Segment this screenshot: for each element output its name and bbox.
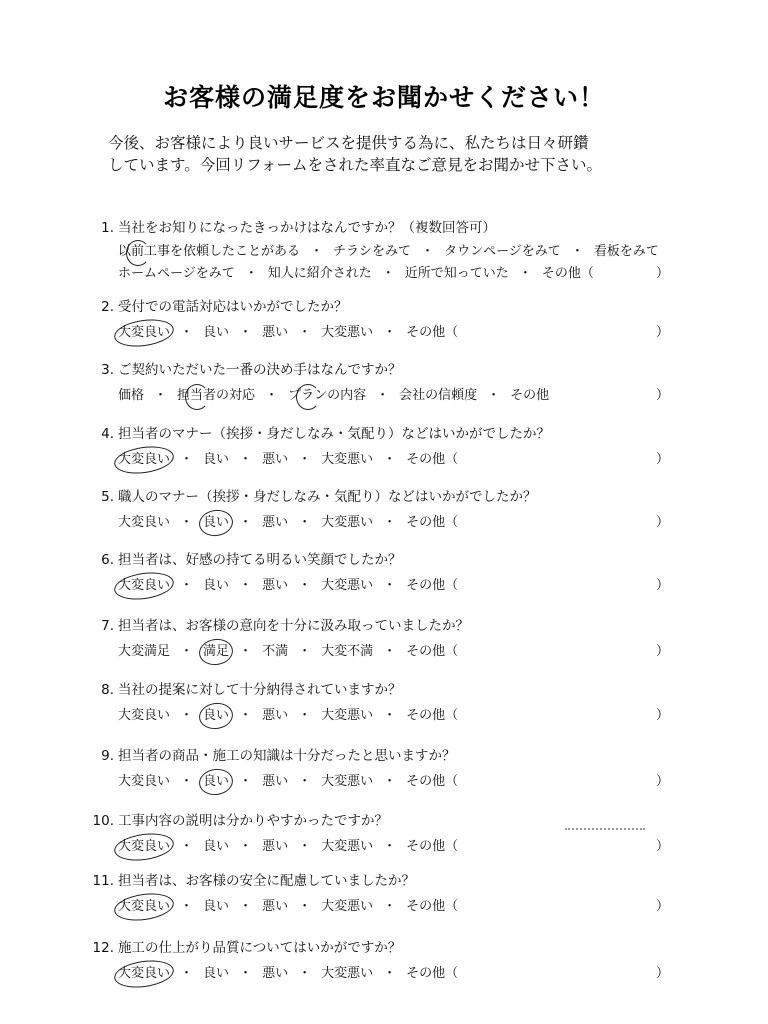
option-bad[interactable]: 悪い (262, 325, 289, 340)
separator: ・ (239, 774, 253, 789)
question-label: 職人のマナー（挨拶・身だしなみ・気配り）などはいかがでしたか？ (118, 489, 537, 505)
question-label: 当社をお知りになったきっかけはなんですか？（複数回答可） (118, 220, 496, 236)
option-good[interactable]: 良い (203, 325, 230, 340)
question-12-text (88, 938, 688, 958)
option-bad[interactable]: 悪い (262, 899, 289, 914)
close-paren: ） (656, 966, 670, 981)
question-2-options (118, 323, 688, 343)
option-very-bad[interactable]: 大変悪い (321, 578, 374, 593)
question-number: 11. (92, 873, 114, 889)
option-bad[interactable]: 悪い (262, 774, 289, 789)
option-very-bad[interactable]: 大変悪い (321, 966, 374, 981)
option-very-good[interactable]: 大変良い (118, 897, 170, 917)
separator: ・ (180, 899, 194, 914)
question-number: 10. (92, 813, 114, 829)
separator: ・ (298, 578, 312, 593)
question-label: ご契約いただいた一番の決め手はなんですか？ (118, 362, 402, 378)
question-7-text (88, 616, 688, 636)
separator: ・ (383, 325, 397, 340)
question-6-text (88, 550, 688, 570)
option-bad[interactable]: 悪い (262, 708, 289, 723)
question-label: 受付での電話対応はいかがでしたか？ (118, 299, 348, 315)
separator: ・ (180, 839, 194, 854)
question-5-options (118, 513, 688, 533)
question-9 (88, 746, 688, 792)
question-12 (88, 938, 688, 984)
separator: ・ (383, 708, 397, 723)
question-2 (88, 297, 688, 343)
question-1-options-line-1 (118, 242, 688, 262)
separator: ・ (265, 388, 279, 403)
separator: ・ (180, 325, 194, 340)
separator: ・ (239, 966, 253, 981)
question-12-options (118, 964, 688, 984)
option-very-unsatisfied[interactable]: 大変不満 (321, 644, 374, 659)
intro-line-2: しています。今回リフォームをされた率直なご意見をお聞かせ下さい。 (108, 156, 602, 174)
option-bad[interactable]: 悪い (262, 452, 289, 467)
separator: ・ (180, 644, 194, 659)
option-flyer[interactable]: チラシをみて (333, 244, 412, 259)
separator: ・ (310, 244, 324, 259)
separator: ・ (180, 708, 194, 723)
option-good[interactable]: 良い (203, 706, 229, 726)
close-paren: ） (656, 266, 670, 281)
close-paren: ） (656, 325, 670, 340)
separator: ・ (239, 839, 253, 854)
close-paren: ） (656, 452, 670, 467)
option-other[interactable]: その他（ (406, 966, 459, 981)
option-neighborhood[interactable]: 近所で知っていた (404, 266, 509, 281)
page-title: お客様の満足度をお聞かせください！ (162, 83, 605, 112)
separator: ・ (239, 644, 253, 659)
option-good[interactable]: 良い (203, 578, 230, 593)
question-label: 工事内容の説明は分かりやすかったですか？ (118, 813, 388, 829)
separator: ・ (180, 515, 194, 530)
option-other[interactable]: その他（ (406, 578, 459, 593)
option-other[interactable]: その他（ (406, 644, 459, 659)
separator: ・ (239, 708, 253, 723)
option-very-good[interactable]: 大変良い (118, 515, 171, 530)
question-9-options (118, 772, 688, 792)
separator: ・ (298, 325, 312, 340)
option-very-good[interactable]: 大変良い (118, 450, 170, 470)
option-very-bad[interactable]: 大変悪い (321, 452, 374, 467)
question-4 (88, 424, 688, 470)
separator: ・ (298, 708, 312, 723)
option-good[interactable]: 良い (203, 839, 230, 854)
option-very-bad[interactable]: 大変悪い (321, 774, 374, 789)
separator: ・ (383, 452, 397, 467)
close-paren: ） (656, 644, 670, 659)
separator: ・ (180, 774, 194, 789)
option-price[interactable]: 価格 (118, 388, 145, 403)
question-7 (88, 616, 688, 662)
close-paren: ） (656, 515, 670, 530)
question-1 (88, 218, 688, 284)
close-paren: ） (656, 899, 670, 914)
option-other[interactable]: その他（ (406, 839, 459, 854)
separator: ・ (244, 266, 258, 281)
question-8 (88, 680, 688, 726)
question-6-options (118, 576, 688, 596)
option-very-satisfied[interactable]: 大変満足 (118, 644, 171, 659)
question-number: 3. (101, 362, 114, 378)
separator: ・ (383, 515, 397, 530)
option-good[interactable]: 良い (203, 772, 229, 792)
option-bad[interactable]: 悪い (262, 578, 289, 593)
separator: ・ (383, 644, 397, 659)
option-other[interactable]: その他（ (406, 899, 459, 914)
question-4-options (118, 450, 688, 470)
separator: ・ (239, 578, 253, 593)
option-very-bad[interactable]: 大変悪い (321, 708, 374, 723)
question-label: 当社の提案に対して十分納得されていますか？ (118, 682, 402, 698)
question-3-options (118, 386, 688, 406)
separator: ・ (383, 839, 397, 854)
question-number: 6. (101, 552, 114, 568)
option-very-bad[interactable]: 大変悪い (321, 325, 374, 340)
option-very-good[interactable]: 大変良い (118, 708, 171, 723)
option-staff-response[interactable]: 担当者の対応 (177, 386, 255, 406)
separator: ・ (239, 452, 253, 467)
separator: ・ (383, 774, 397, 789)
separator: ・ (421, 244, 435, 259)
separator: ・ (180, 578, 194, 593)
close-paren: ） (656, 774, 670, 789)
question-number: 5. (101, 489, 114, 505)
question-number: 12. (92, 940, 114, 956)
option-very-good[interactable]: 大変良い (118, 323, 170, 343)
option-other[interactable]: その他（ (406, 515, 459, 530)
separator: ・ (298, 899, 312, 914)
scan-artifact (565, 828, 645, 832)
question-number: 4. (101, 426, 114, 442)
separator: ・ (154, 388, 168, 403)
question-label: 担当者は、お客様の意向を十分に汲み取っていましたか？ (118, 618, 469, 634)
option-good[interactable]: 良い (203, 513, 229, 533)
separator: ・ (298, 774, 312, 789)
option-very-good[interactable]: 大変良い (118, 964, 170, 984)
option-bad[interactable]: 悪い (262, 839, 289, 854)
option-previous-work[interactable]: 以前工事を依頼したことがある (118, 242, 300, 262)
separator: ・ (298, 839, 312, 854)
separator: ・ (180, 966, 194, 981)
option-other[interactable]: その他（ (406, 708, 459, 723)
question-label: 施工の仕上がり品質についてはいかがですか？ (118, 940, 402, 956)
option-plan-content[interactable]: プランの内容 (288, 386, 366, 406)
option-bad[interactable]: 悪い (262, 515, 289, 530)
option-good[interactable]: 良い (203, 452, 230, 467)
intro-line-1: 今後、お客様により良いサービスを提供する為に、私たちは日々研鑽 (108, 134, 589, 152)
separator: ・ (298, 452, 312, 467)
question-3-text (88, 360, 688, 380)
separator: ・ (180, 452, 194, 467)
question-1-text (88, 218, 688, 238)
question-11-text (88, 871, 688, 891)
option-very-good[interactable]: 大変良い (118, 774, 171, 789)
option-referral[interactable]: 知人に紹介された (267, 266, 372, 281)
question-3 (88, 360, 688, 406)
option-good[interactable]: 良い (203, 899, 230, 914)
option-company-trust[interactable]: 会社の信頼度 (399, 388, 478, 403)
option-bad[interactable]: 悪い (262, 966, 289, 981)
question-number: 9. (101, 748, 114, 764)
option-very-bad[interactable]: 大変悪い (321, 899, 374, 914)
separator: ・ (383, 899, 397, 914)
option-townpage[interactable]: タウンページをみて (444, 244, 561, 259)
question-label: 担当者は、お客様の安全に配慮していましたか？ (118, 873, 415, 889)
option-very-bad[interactable]: 大変悪い (321, 839, 374, 854)
option-good[interactable]: 良い (203, 966, 230, 981)
question-11-options (118, 897, 688, 917)
close-paren: ） (656, 839, 670, 854)
question-2-text (88, 297, 688, 317)
question-6 (88, 550, 688, 596)
option-other[interactable]: その他 (510, 388, 550, 403)
separator: ・ (239, 325, 253, 340)
separator: ・ (298, 515, 312, 530)
option-very-bad[interactable]: 大変悪い (321, 515, 374, 530)
question-1-options-line-2 (118, 264, 688, 284)
separator: ・ (239, 899, 253, 914)
question-7-options (118, 642, 688, 662)
question-11 (88, 871, 688, 917)
option-very-good[interactable]: 大変良い (118, 576, 170, 596)
question-number: 2. (101, 299, 114, 315)
question-5 (88, 487, 688, 533)
separator: ・ (518, 266, 532, 281)
option-other[interactable]: その他（ (406, 325, 459, 340)
separator: ・ (487, 388, 501, 403)
question-10-options (118, 837, 688, 857)
separator: ・ (381, 266, 395, 281)
separator: ・ (383, 578, 397, 593)
separator: ・ (376, 388, 390, 403)
separator: ・ (298, 966, 312, 981)
close-paren: ） (656, 388, 670, 403)
separator: ・ (298, 644, 312, 659)
separator: ・ (239, 515, 253, 530)
option-other[interactable]: その他（ (406, 774, 459, 789)
question-number: 8. (101, 682, 114, 698)
question-8-text (88, 680, 688, 700)
option-signboard[interactable]: 看板をみて (593, 244, 659, 259)
question-9-text (88, 746, 688, 766)
question-5-text (88, 487, 688, 507)
option-unsatisfied[interactable]: 不満 (262, 644, 289, 659)
separator: ・ (570, 244, 584, 259)
option-other[interactable]: その他（ (541, 266, 594, 281)
question-label: 担当者のマナー（挨拶・身だしなみ・気配り）などはいかがでしたか？ (118, 426, 550, 442)
option-very-good[interactable]: 大変良い (118, 837, 170, 857)
question-number: 1. (101, 220, 114, 236)
close-paren: ） (656, 578, 670, 593)
question-4-text (88, 424, 688, 444)
question-number: 7. (101, 618, 114, 634)
question-label: 担当者の商品・施工の知識は十分だったと思いますか？ (118, 748, 456, 764)
separator: ・ (383, 966, 397, 981)
question-8-options (118, 706, 688, 726)
close-paren: ） (656, 708, 670, 723)
option-other[interactable]: その他（ (406, 452, 459, 467)
option-homepage[interactable]: ホームページをみて (118, 266, 235, 281)
option-satisfied[interactable]: 満足 (203, 642, 229, 662)
question-label: 担当者は、好感の持てる明るい笑顔でしたか？ (118, 552, 402, 568)
question-10 (88, 811, 688, 857)
